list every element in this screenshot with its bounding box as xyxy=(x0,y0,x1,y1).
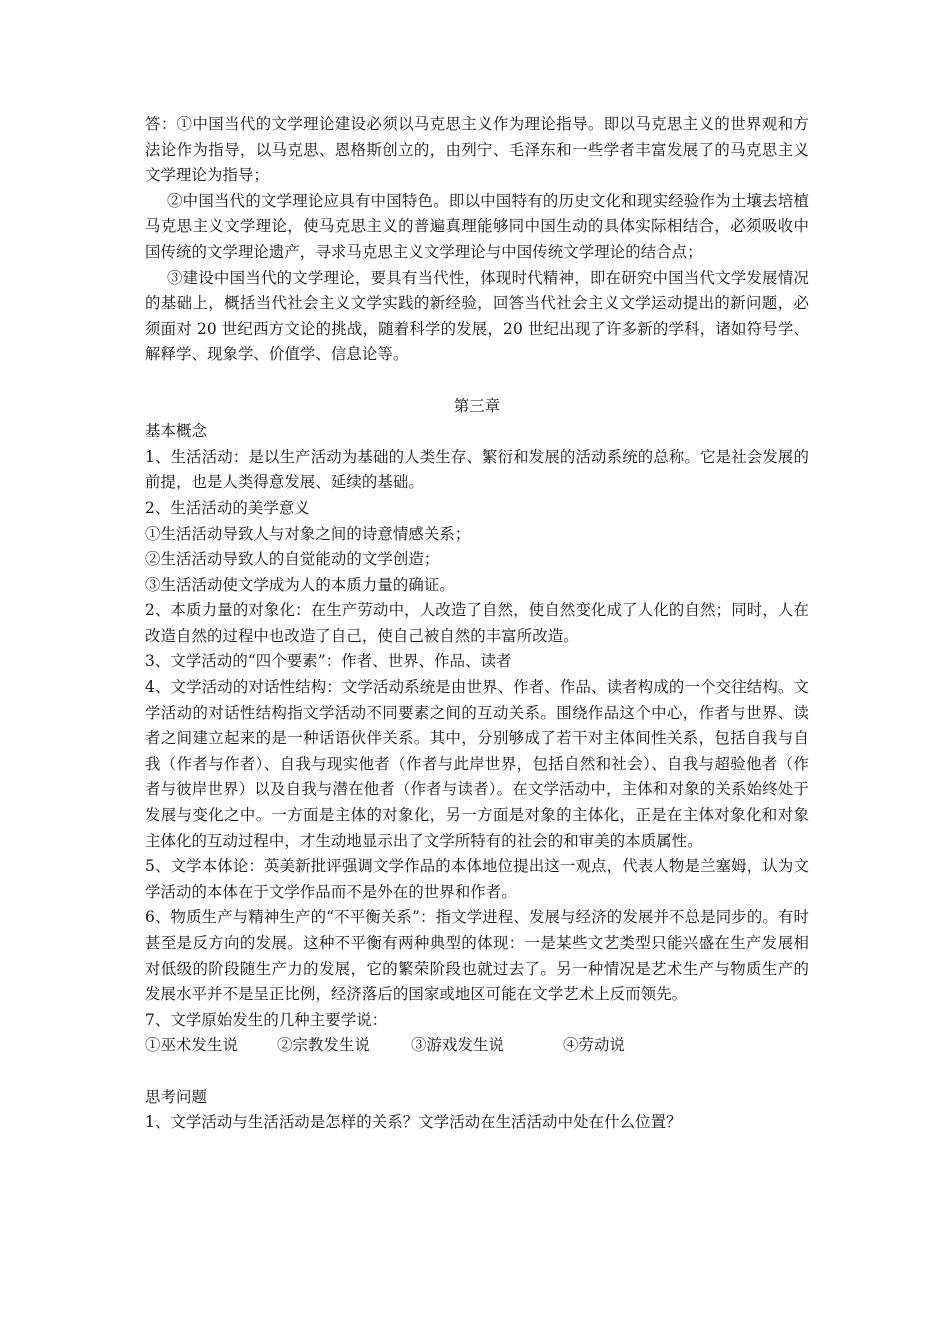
concept-subitem: ②生活活动导致人的自觉能动的文学创造； xyxy=(145,550,440,569)
concept-item: 3、文学活动的“四个要素”：作者、世界、作品、读者 xyxy=(145,652,512,671)
concept-item: 7、文学原始发生的几种主要学说： xyxy=(145,1010,388,1029)
concept-subitem: ③生活活动使文学成为人的本质力量的确证。 xyxy=(145,575,455,594)
concept-item: 1、生活活动：是以生产活动为基础的人类生存、繁衍和发展的活动系统的总称。它是社会发展的前提，也是人类得意发展、延续的基础。 xyxy=(145,447,809,492)
theory-religion: ②宗教发生说 xyxy=(277,1036,370,1055)
concept-item: 4、文学活动的对话性结构：文学活动系统是由世界、作者、作品、读者构成的一个交往结构。文学活动的对话性结构指文学活动不同要素之间的互动关系。围绕作品这个中心，作者与世界、读者之间建立起来的是一种话语伙伴关系。其中，分别够成了若干对主体间性关系，包括自我与自我（作者与作者）、自我与现实他者（作者与此岸世界，包括自然和社会）、自我与超验他者（作者与彼岸世界）以及自我与潜在他者（作者与读者）。在文学活动中，主体和对象的关系始终处于发展与变化之中。一方面是主体的对象化，另一方面是对象的主体化，正是在主体对象化和对象主体化的互动过程中，才生动地显示出了文学所特有的社会的和审美的本质属性。 xyxy=(145,678,809,850)
concept-item: 2、本质力量的对象化：在生产劳动中，人改造了自然，使自然变化成了人化的自然；同时，人在改造自然的过程中也改造了自己，使自己被自然的丰富所改造。 xyxy=(145,601,809,645)
answer-paragraph-2: ②中国当代的文学理论应具有中国特色。即以中国特有的历史文化和现实经验作为土壤去培植马克思主义文学理论，使马克思主义的普遍真理能够同中国生动的具体实际相结合，必须吸收中国传统的文学理论遗产，寻求马克思主义文学理论与中国传统文学理论的结合点； xyxy=(145,191,809,261)
document-page xyxy=(145,112,809,1136)
theory-labor: ④劳动说 xyxy=(563,1036,625,1055)
question-item: 1、文学活动与生活活动是怎样的关系？文学活动在生活活动中处在什么位置？ xyxy=(145,1113,682,1132)
concept-subitem: ①生活活动导致人与对象之间的诗意情感关系； xyxy=(145,524,471,543)
concept-item: 6、物质生产与精神生产的“不平衡关系”：指文学进程、发展与经济的发展并不总是同步的。有时甚至是反方向的发展。这种不平衡有两种典型的体现：一是某些文艺类型只能兴盛在生产发展相对低级的阶段随生产力的发展，它的繁荣阶段也就过去了。另一种情况是艺术生产与物质生产的发展水平并不是呈正比例，经济落后的国家或地区可能在文学艺术上反而领先。 xyxy=(145,908,809,1004)
concept-item: 5、文学本体论：英美新批评强调文学作品的本体地位提出这一观点，代表人物是兰塞姆，认为文学活动的本体在于文学作品而不是外在的世界和作者。 xyxy=(145,857,809,901)
answer-paragraph-1: 答：①中国当代的文学理论建设必须以马克思主义作为理论指导。即以马克思主义的世界观和方法论作为指导，以马克思、恩格斯创立的，由列宁、毛泽东和一些学者丰富发展了的马克思主义文学理论为指导； xyxy=(145,115,809,185)
origin-theories-list xyxy=(145,1033,809,1059)
chapter-title: 第三章 xyxy=(453,396,501,415)
section-heading-questions: 思考问题 xyxy=(145,1087,207,1106)
spacer xyxy=(145,368,809,394)
answer-paragraph-3: ③建设中国当代的文学理论，要具有当代性，体现时代精神，即在研究中国当代文学发展情况的基础上，概括当代社会主义文学实践的新经验，回答当代社会主义文学运动提出的新问题，必须面对 20 世纪西方文论的挑战，随着科学的发展，20 世纪出现了许多新的学科，诸如符号学、解释学、现象学、价值学、信息论等。 xyxy=(145,268,809,364)
theory-play: ③游戏发生说 xyxy=(411,1036,504,1055)
concept-item: 2、生活活动的美学意义 xyxy=(145,498,310,517)
spacer xyxy=(145,1059,809,1085)
section-heading-basic-concepts: 基本概念 xyxy=(145,422,207,441)
theory-witchcraft: ①巫术发生说 xyxy=(145,1036,238,1055)
